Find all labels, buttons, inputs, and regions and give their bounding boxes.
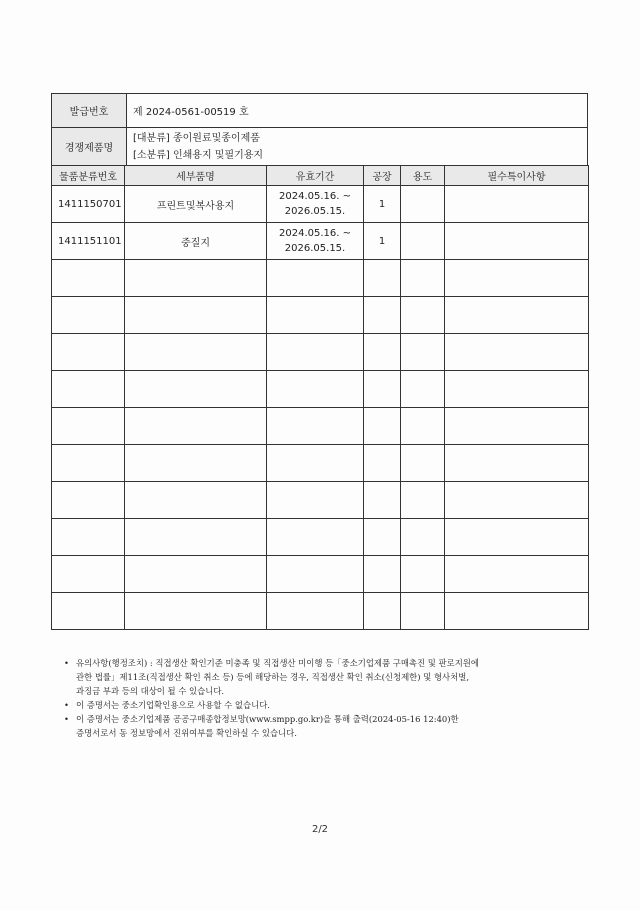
period-start: 2024.05.16. ~ bbox=[279, 228, 351, 239]
empty-cell bbox=[267, 593, 364, 630]
col-header-factory: 공장 bbox=[364, 166, 401, 186]
empty-cell bbox=[364, 334, 401, 371]
empty-cell bbox=[445, 334, 589, 371]
empty-table-row bbox=[52, 519, 589, 556]
empty-cell bbox=[364, 371, 401, 408]
empty-cell bbox=[125, 519, 267, 556]
notice-line: 이 증명서는 중소기업확인용으로 사용할 수 없습니다. bbox=[76, 700, 270, 710]
page-number: 2/2 bbox=[311, 824, 329, 835]
usage-cell bbox=[401, 186, 445, 223]
empty-cell bbox=[401, 593, 445, 630]
notice-line: 증명서로서 동 정보망에서 진위여부를 확인하실 수 있습니다. bbox=[76, 728, 297, 738]
empty-cell bbox=[445, 445, 589, 482]
empty-cell bbox=[364, 482, 401, 519]
empty-cell bbox=[401, 334, 445, 371]
empty-cell bbox=[125, 593, 267, 630]
product-name-label: 경쟁제품명 bbox=[52, 128, 127, 166]
empty-cell bbox=[401, 445, 445, 482]
empty-cell bbox=[52, 593, 125, 630]
empty-table-row bbox=[52, 593, 589, 630]
empty-cell bbox=[445, 260, 589, 297]
empty-cell bbox=[125, 371, 267, 408]
empty-cell bbox=[125, 556, 267, 593]
empty-cell bbox=[267, 519, 364, 556]
empty-cell bbox=[125, 445, 267, 482]
col-header-name: 세부품명 bbox=[125, 166, 267, 186]
table-row bbox=[52, 223, 589, 260]
product-category-cell bbox=[127, 128, 588, 166]
empty-cell bbox=[267, 445, 364, 482]
notice-item bbox=[62, 656, 622, 698]
issue-number-label: 발급번호 bbox=[52, 94, 127, 128]
col-header-notes: 필수특이사항 bbox=[445, 166, 589, 186]
empty-cell bbox=[267, 556, 364, 593]
empty-table-row bbox=[52, 445, 589, 482]
special-notes-cell bbox=[445, 223, 589, 260]
empty-cell bbox=[364, 408, 401, 445]
empty-cell bbox=[445, 297, 589, 334]
notice-item bbox=[62, 698, 622, 712]
certificate-header bbox=[51, 93, 588, 166]
period-start: 2024.05.16. ~ bbox=[279, 191, 351, 202]
empty-table-row bbox=[52, 408, 589, 445]
notice-item bbox=[62, 712, 622, 740]
empty-cell bbox=[445, 408, 589, 445]
major-category: [대분류] 종이원료및종이제품 bbox=[133, 132, 260, 144]
notice-section bbox=[62, 656, 622, 740]
empty-cell bbox=[125, 297, 267, 334]
empty-cell bbox=[364, 297, 401, 334]
empty-table-row bbox=[52, 556, 589, 593]
empty-cell bbox=[52, 334, 125, 371]
empty-cell bbox=[52, 445, 125, 482]
empty-cell bbox=[364, 260, 401, 297]
period-end: 2026.05.15. bbox=[284, 243, 346, 254]
validity-period bbox=[267, 186, 364, 223]
product-table bbox=[51, 165, 589, 630]
notice-line: 과징금 부과 등의 대상이 될 수 있습니다. bbox=[76, 686, 225, 696]
product-code: 1411151101 bbox=[52, 223, 125, 260]
empty-cell bbox=[267, 297, 364, 334]
notice-line: 유의사항(행정조치) : 직접생산 확인기준 미충족 및 직접생산 미이행 등「중소기업제품 구매촉진 및 판로지원에 bbox=[76, 658, 479, 668]
bullet: • bbox=[64, 658, 69, 668]
issue-number-value: 제 2024-0561-00519 호 bbox=[127, 94, 588, 128]
special-notes-cell bbox=[445, 186, 589, 223]
empty-cell bbox=[125, 260, 267, 297]
period-end: 2026.05.15. bbox=[284, 206, 346, 217]
empty-cell bbox=[52, 556, 125, 593]
empty-cell bbox=[401, 260, 445, 297]
empty-cell bbox=[364, 445, 401, 482]
empty-cell bbox=[401, 297, 445, 334]
empty-cell bbox=[52, 371, 125, 408]
product-code: 1411150701 bbox=[52, 186, 125, 223]
table-row bbox=[52, 186, 589, 223]
notice-line: 관한 법률」제11조(직접생산 확인 취소 등) 등에 해당하는 경우, 직접생산 확인 취소(신청제한) 및 형사처벌, bbox=[76, 672, 469, 682]
factory-count: 1 bbox=[364, 223, 401, 260]
empty-cell bbox=[267, 482, 364, 519]
empty-cell bbox=[52, 519, 125, 556]
empty-cell bbox=[401, 519, 445, 556]
col-header-code: 물품분류번호 bbox=[52, 166, 125, 186]
empty-cell bbox=[401, 408, 445, 445]
empty-cell bbox=[125, 482, 267, 519]
empty-cell bbox=[445, 556, 589, 593]
empty-table-row bbox=[52, 297, 589, 334]
bullet: • bbox=[64, 700, 69, 710]
minor-category: [소분류] 인쇄용지 및필기용지 bbox=[133, 149, 264, 161]
empty-table-row bbox=[52, 260, 589, 297]
empty-cell bbox=[364, 519, 401, 556]
notice-line: 이 증명서는 중소기업제품 공공구매종합정보망(www.smpp.go.kr)을 통해 출력(2024-05-16 12:40)한 bbox=[76, 714, 459, 724]
empty-cell bbox=[267, 371, 364, 408]
product-detail-name: 프린트및복사용지 bbox=[125, 186, 267, 223]
empty-cell bbox=[401, 556, 445, 593]
empty-table-row bbox=[52, 371, 589, 408]
bullet: • bbox=[64, 714, 69, 724]
product-detail-name: 중질지 bbox=[125, 223, 267, 260]
empty-cell bbox=[445, 593, 589, 630]
empty-table-row bbox=[52, 334, 589, 371]
table-header-row bbox=[52, 166, 589, 186]
empty-cell bbox=[445, 482, 589, 519]
empty-table-row bbox=[52, 482, 589, 519]
empty-cell bbox=[364, 593, 401, 630]
empty-cell bbox=[125, 334, 267, 371]
empty-cell bbox=[401, 482, 445, 519]
col-header-usage: 용도 bbox=[401, 166, 445, 186]
empty-cell bbox=[267, 260, 364, 297]
empty-cell bbox=[125, 408, 267, 445]
empty-cell bbox=[364, 556, 401, 593]
col-header-period: 유효기간 bbox=[267, 166, 364, 186]
empty-cell bbox=[52, 260, 125, 297]
empty-cell bbox=[267, 408, 364, 445]
empty-cell bbox=[445, 519, 589, 556]
empty-cell bbox=[52, 297, 125, 334]
empty-cell bbox=[52, 482, 125, 519]
empty-cell bbox=[52, 408, 125, 445]
factory-count: 1 bbox=[364, 186, 401, 223]
empty-cell bbox=[267, 334, 364, 371]
usage-cell bbox=[401, 223, 445, 260]
validity-period bbox=[267, 223, 364, 260]
empty-cell bbox=[445, 371, 589, 408]
empty-cell bbox=[401, 371, 445, 408]
